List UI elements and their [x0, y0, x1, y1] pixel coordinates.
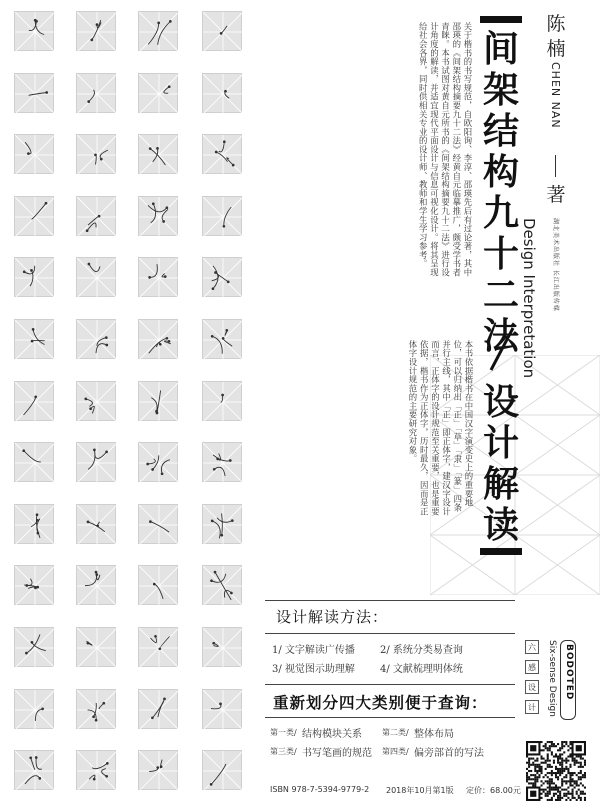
title-slash	[481, 326, 523, 372]
glyph-cell	[202, 750, 242, 790]
book-subtitle	[480, 382, 522, 546]
title-char: 设	[482, 382, 519, 423]
glyph-cell	[76, 565, 116, 605]
brand-tag-1: 六	[525, 640, 539, 654]
glyph-cell	[138, 750, 178, 790]
glyph-cell	[14, 257, 54, 297]
author-name	[536, 12, 576, 62]
glyph-cell	[202, 381, 242, 421]
body-paragraph: 本书依据楷书在中国汉字演变史上的重要地位，可以归纳出「正」「草」「隶」「篆」四条并行主线，其中「正」即正体字，建汉字设计而言，正体字的设计规范至关重要，也是重要依据，楷书作为正体字，历时最久，因而是正体字设计规范的主要研究对象。	[407, 340, 474, 516]
book-title	[480, 29, 522, 357]
glyph-cell	[202, 257, 242, 297]
glyph-cell	[138, 11, 178, 51]
title-char: 构	[482, 152, 519, 193]
glyph-cell	[76, 134, 116, 174]
glyph-cell	[76, 442, 116, 482]
glyph-cell	[76, 381, 116, 421]
glyph-cell	[138, 565, 178, 605]
method-item-2: 2/ 系统分类易查询	[380, 645, 463, 656]
glyph-cell	[202, 134, 242, 174]
qr-code	[526, 741, 586, 801]
glyph-cell	[14, 627, 54, 667]
category-name-4: 偏旁部首的写法	[414, 748, 484, 759]
author-role: 著	[546, 184, 566, 206]
glyph-cell	[138, 196, 178, 236]
glyph-cell	[76, 73, 116, 113]
title-char: 结	[482, 111, 519, 152]
glyph-cell	[202, 319, 242, 359]
glyph-cell	[14, 196, 54, 236]
category-name-2: 整体布局	[414, 729, 454, 740]
glyph-cell	[14, 689, 54, 729]
brand-name: Six-sense Design	[547, 640, 557, 717]
glyph-cell	[138, 381, 178, 421]
publisher-name: 湖北美术出版社 长江出版传媒	[552, 218, 559, 312]
categories-rule	[265, 717, 515, 718]
category-name-1: 结构模块关系	[302, 729, 362, 740]
brand-logo: BODOTED	[560, 640, 576, 720]
isbn: ISBN 978-7-5394-9779-2	[270, 785, 370, 794]
category-label-4: 第四类/	[382, 747, 409, 756]
method-item-1: 1/ 文字解读广传播	[272, 645, 355, 656]
title-char: 法	[482, 316, 519, 357]
design-interpretation-label: Design Interpretation	[520, 218, 538, 379]
title-char: 计	[482, 423, 519, 464]
brand-tag-4: 计	[525, 700, 539, 714]
title-char: 十	[482, 234, 519, 275]
glyph-cell	[76, 257, 116, 297]
brand-tag-2: 感	[525, 660, 539, 674]
category-label-1: 第一类/	[270, 728, 297, 737]
title-bottom-bar	[480, 548, 522, 555]
author-char-2: 楠	[546, 38, 566, 60]
glyph-cell	[14, 565, 54, 605]
brand-tag-3: 设	[525, 680, 539, 694]
title-char: 间	[482, 29, 519, 70]
category-label-2: 第二类/	[382, 728, 409, 737]
glyph-cell	[138, 134, 178, 174]
title-char: 九	[482, 193, 519, 234]
price: 定价：68.00元	[466, 786, 521, 795]
glyph-cell	[14, 381, 54, 421]
glyph-cell	[14, 11, 54, 51]
edition: 2018年10月第1版	[386, 786, 454, 795]
methods-heading: 设计解读方法：	[276, 608, 389, 626]
glyph-cell	[76, 319, 116, 359]
glyph-cell	[202, 11, 242, 51]
glyph-cell	[138, 442, 178, 482]
glyph-cell	[76, 689, 116, 729]
glyph-cell	[138, 689, 178, 729]
glyph-grid	[14, 6, 269, 811]
glyph-cell	[76, 627, 116, 667]
glyph-cell	[138, 504, 178, 544]
title-char: 解	[482, 464, 519, 505]
categories-top-rule	[265, 684, 515, 685]
methods-top-rule	[265, 600, 515, 601]
glyph-cell	[202, 504, 242, 544]
glyph-cell	[202, 196, 242, 236]
title-char: 二	[482, 275, 519, 316]
glyph-cell	[202, 627, 242, 667]
glyph-cell	[14, 504, 54, 544]
glyph-cell	[76, 750, 116, 790]
glyph-cell	[138, 73, 178, 113]
glyph-cell	[138, 319, 178, 359]
brand-tags	[525, 640, 543, 720]
method-item-4: 4/ 文献梳理明体统	[380, 664, 463, 675]
method-item-3: 3/ 视觉图示助理解	[272, 664, 355, 675]
glyph-cell	[76, 11, 116, 51]
glyph-cell	[138, 627, 178, 667]
author-name-en: CHEN NAN	[549, 62, 562, 129]
author-divider	[555, 155, 556, 177]
glyph-cell	[14, 442, 54, 482]
category-name-3: 书写笔画的规范	[302, 748, 372, 759]
glyph-cell	[76, 504, 116, 544]
title-char: 架	[482, 70, 519, 111]
category-label-3: 第三类/	[270, 747, 297, 756]
glyph-cell	[138, 257, 178, 297]
glyph-cell	[76, 196, 116, 236]
methods-rule	[265, 633, 515, 634]
glyph-cell	[14, 134, 54, 174]
title-char: 读	[482, 505, 519, 546]
glyph-cell	[14, 319, 54, 359]
glyph-cell	[202, 442, 242, 482]
glyph-cell	[14, 73, 54, 113]
glyph-cell	[202, 73, 242, 113]
author-char-1: 陈	[546, 13, 566, 35]
categories-heading: 重新划分四大类别便于查询：	[273, 694, 488, 712]
glyph-cell	[14, 750, 54, 790]
title-top-bar	[480, 16, 522, 23]
glyph-cell	[202, 565, 242, 605]
intro-paragraph: 关于楷书的书写规范，自欧阳询、李淳、邵瑛先后有过论著，其中邵瑛的《间架结构摘要九十二法》经黄自元临摹推广，颇受学书者青睐。本书试图对黄自元所书的《间架结构摘要九十二法》进行设计角度的解读，并适宜现代平面设计与信息可视化设计。将其呈现给社会各界，同时供相关专业的设计师、教师和学生学习参考。	[418, 22, 473, 277]
glyph-cell	[202, 689, 242, 729]
